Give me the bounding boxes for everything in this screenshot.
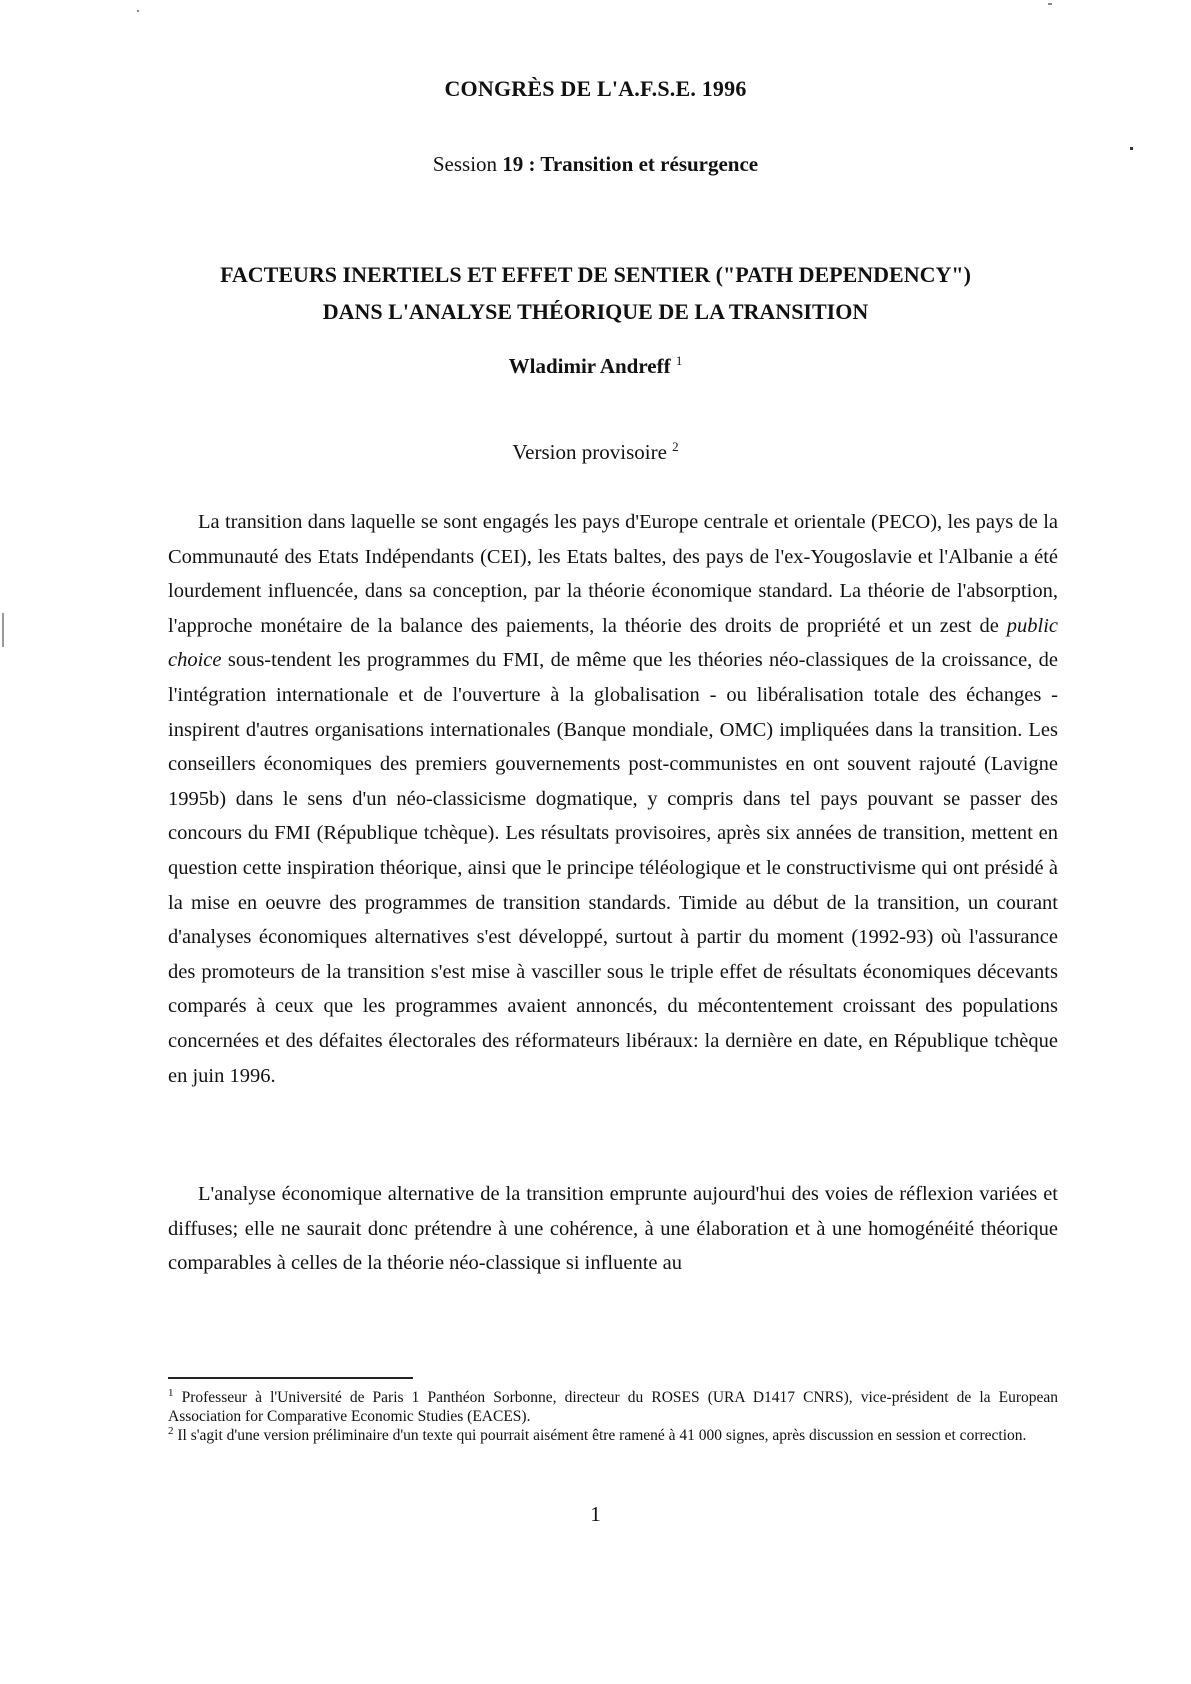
body-paragraph-2	[168, 1177, 1058, 1281]
paragraph-1-text-b: sous-tendent les programmes du FMI, de même que les théories néo-classiques de la croissance, de l'intégration internationale et de l'ouverture à la globalisation - ou libéralisation totale des échanges - inspirent d'autres organisations internationales (Banque mondiale, OMC) impliquées dans la transition. Les conseillers économiques des premiers gouvernements post-communistes en ont souvent rajouté (Lavigne 1995b) dans le sens d'un néo-classicisme dogmatique, y compris dans tel pays pouvant se passer des concours du FMI (République tchèque). Les résultats provisoires, après six années de transition, mettent en question cette inspiration théorique, ainsi que le principe téléologique et le constructivisme qui ont présidé à la mise en oeuvre des programmes de transition standards. Timide au début de la transition, un courant d'analyses économiques alternatives s'est développé, surtout à partir du moment (1992-93) où l'assurance des promoteurs de la transition s'est mise à vasciller sous le triple effet de résultats économiques décevants comparés à ceux que les programmes avaient annoncés, du mécontentement croissant des populations concernées et des défaites électorales des réformateurs libéraux: la dernière en date, en République tchèque en juin 1996.	[168, 649, 1058, 1087]
paragraph-2-text: L'analyse économique alternative de la transition emprunte aujourd'hui des voies de réflexion variées et diffuses; elle ne saurait donc prétendre à une cohérence, à une élaboration et à une homogénéité théorique comparables à celles de la théorie néo-classique si influente au	[168, 1183, 1058, 1275]
page-number: 1	[590, 1502, 601, 1526]
footnote-separator	[168, 1377, 413, 1379]
paragraph-1-italic-term: public choice	[168, 614, 1058, 672]
body-paragraph-1	[168, 505, 1058, 1093]
footnote-1	[168, 1388, 1058, 1426]
scan-margin-mark	[2, 613, 4, 647]
author-name: Wladimir Andreff	[508, 354, 671, 378]
session-label: Session	[432, 152, 498, 176]
footnote-2-number: 2	[168, 1424, 174, 1437]
paper-title	[0, 256, 1191, 330]
session-title: 19 : Transition et résurgence	[502, 152, 759, 176]
footnote-1-number: 1	[168, 1386, 174, 1399]
version-line	[0, 440, 1191, 465]
conference-header: CONGRÈS DE L'A.F.S.E. 1996	[444, 76, 747, 101]
footnote-2	[168, 1426, 1058, 1445]
session-line	[0, 152, 1191, 177]
paper-title-line-1: FACTEURS INERTIELS ET EFFET DE SENTIER ("PATH DEPENDENCY")	[220, 262, 971, 287]
paragraph-1-text-a: La transition dans laquelle se sont engagés les pays d'Europe centrale et orientale (PECO), les pays de la Communauté des Etats Indépendants (CEI), les Etats baltes, des pays de l'ex-Yougoslavie et l'Albanie a été lourdement influencée, dans sa conception, par la théorie économique standard. La théorie de l'absorption, l'approche monétaire de la balance des paiements, la théorie des droits de propriété et un zest de	[168, 511, 1058, 637]
scan-speck	[137, 10, 139, 12]
footnote-1-text: Professeur à l'Université de Paris 1 Panthéon Sorbonne, directeur du ROSES (URA D1417 CNRS), vice-président de la European Association for Comparative Economic Studies (EACES).	[168, 1389, 1058, 1425]
author-footnote-ref[interactable]: 1	[675, 353, 683, 368]
footnote-2-text: Il s'agit d'une version préliminaire d'un texte qui pourrait aisément être ramené à 41 000 signes, après discussion en session et correction.	[173, 1427, 1027, 1444]
version-label: Version provisoire	[512, 440, 667, 464]
scan-speck	[1130, 147, 1133, 150]
version-footnote-ref[interactable]: 2	[672, 439, 679, 454]
author-line	[0, 354, 1191, 379]
footnotes	[168, 1388, 1058, 1445]
paper-title-line-2: DANS L'ANALYSE THÉORIQUE DE LA TRANSITION	[322, 299, 869, 324]
scan-speck	[1048, 3, 1052, 5]
